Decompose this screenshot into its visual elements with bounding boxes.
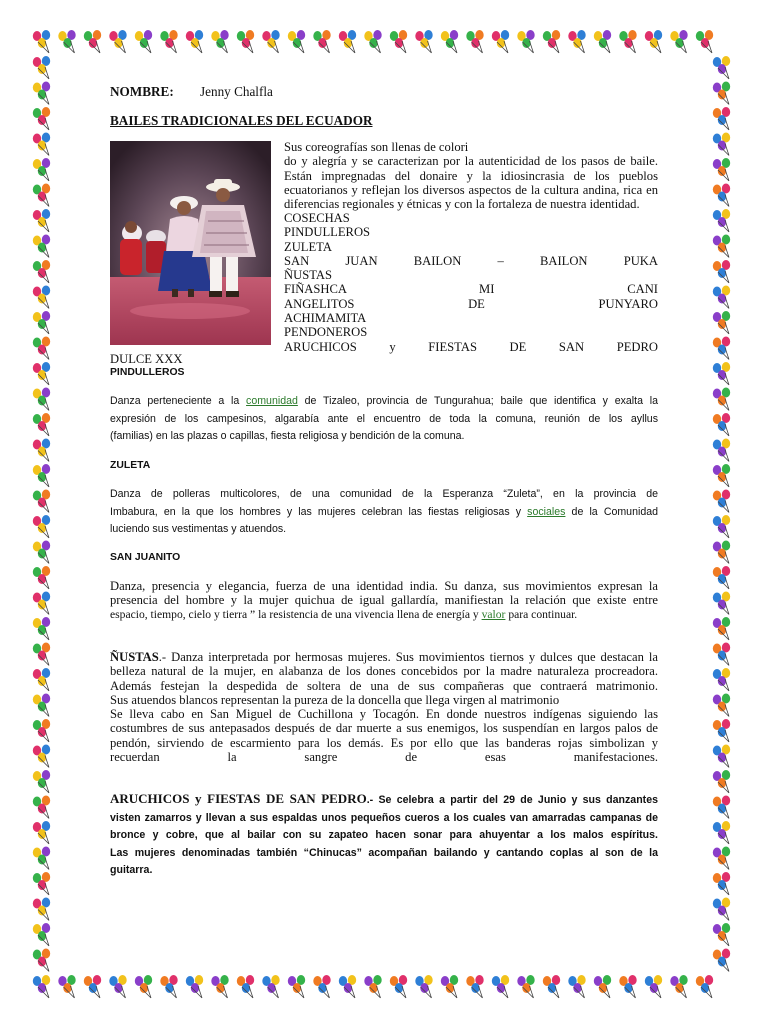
balloon-cluster-icon	[713, 490, 730, 513]
balloon-cluster-icon	[33, 235, 50, 258]
balloon-cluster-icon	[713, 949, 730, 972]
balloon-cluster-icon	[33, 515, 50, 538]
paragraph-line: espacio, tiempo, cielo y tierra ” la resistencia de una vivencia llena de energía y valor para continuar.	[110, 607, 578, 621]
balloon-cluster-icon	[364, 975, 381, 998]
balloon-cluster-icon	[492, 975, 509, 998]
balloon-cluster-icon	[33, 107, 50, 130]
paragraph-line: Danza, presencia y elegancia, fuerza de una identidad india. Su danza, sus movimientos expresan la	[110, 579, 658, 593]
balloon-cluster-icon	[543, 975, 560, 998]
paragraph-line: luciendo sus vestimentas y atuendos.	[110, 523, 287, 536]
dance-list-item: ACHIMAMITA	[284, 311, 367, 326]
section-heading-aruchicos: ARUCHICOS y FIESTAS DE SAN PEDRO	[110, 791, 367, 806]
balloon-cluster-icon	[33, 388, 50, 411]
aruchicos-paragraph	[110, 790, 658, 880]
balloon-cluster-icon	[33, 286, 50, 309]
balloon-cluster-icon	[58, 975, 75, 998]
balloon-cluster-icon	[713, 286, 730, 309]
section-heading-zuleta: ZULETA	[110, 460, 151, 471]
paragraph-line: bronce y cobre, que al bailar con su zapateo hacen sonar para ahuyentar a los malos espíritus.	[110, 829, 658, 842]
balloon-cluster-icon	[713, 643, 730, 666]
balloon-cluster-icon	[33, 184, 50, 207]
balloon-cluster-icon	[33, 30, 50, 53]
balloon-cluster-icon	[645, 975, 662, 998]
balloon-cluster-icon	[33, 821, 50, 844]
balloon-cluster-icon	[58, 30, 75, 53]
balloon-cluster-icon	[33, 668, 50, 691]
paragraph-line: Danza perteneciente a la comunidad de Tizaleo, provincia de Tungurahua; baile que identifica y exalta la	[110, 395, 658, 407]
document-title: BAILES TRADICIONALES DEL ECUADOR	[110, 113, 373, 128]
paragraph-line: guitarra.	[110, 864, 153, 877]
paragraph-line: pendón, sirviendo de escarmiento para los demás. Es por ello que las banderas rojas simbolizan y	[110, 735, 658, 750]
balloon-cluster-icon	[441, 30, 458, 53]
balloon-cluster-icon	[713, 260, 730, 283]
balloon-cluster-icon	[619, 975, 636, 998]
balloon-cluster-icon	[568, 975, 585, 998]
balloon-cluster-icon	[186, 30, 203, 53]
balloon-cluster-icon	[33, 464, 50, 487]
nustas-paragraph	[110, 650, 658, 764]
paragraph-line: Danza de polleras multicolores, de una comunidad de la Esperanza “Zuleta”, en la provincia de	[110, 488, 658, 500]
balloon-cluster-icon	[33, 745, 50, 768]
balloon-cluster-icon	[135, 975, 152, 998]
name-label: NOMBRE:	[110, 84, 174, 99]
balloon-cluster-icon	[339, 975, 356, 998]
balloon-cluster-icon	[313, 30, 330, 53]
balloon-cluster-icon	[313, 975, 330, 998]
balloon-cluster-icon	[33, 311, 50, 334]
balloon-cluster-icon	[33, 770, 50, 793]
section-heading-pindulleros: PINDULLEROS	[110, 367, 185, 378]
dance-list-item: ÑUSTAS	[284, 268, 332, 283]
dancers-photo	[110, 141, 271, 345]
balloon-cluster-icon	[211, 975, 228, 998]
balloon-cluster-icon	[594, 30, 611, 53]
balloon-cluster-icon	[713, 566, 730, 589]
balloon-cluster-icon	[517, 30, 534, 53]
balloon-cluster-icon	[713, 592, 730, 615]
dance-list-item: ANGELITOS DE PUNYARO	[284, 296, 658, 311]
zuleta-paragraph	[110, 486, 658, 539]
balloon-cluster-icon	[33, 592, 50, 615]
intro-line: diferencias regionales y étnicas y con la fortaleza de nuestra identidad.	[284, 197, 640, 212]
balloon-cluster-icon	[109, 30, 126, 53]
dance-list-item: ARUCHICOS y FIESTAS DE SAN PEDRO	[284, 339, 658, 354]
balloon-cluster-icon	[713, 107, 730, 130]
balloon-cluster-icon	[33, 413, 50, 436]
balloon-cluster-icon	[713, 388, 730, 411]
balloon-cluster-icon	[713, 362, 730, 385]
balloon-cluster-icon	[619, 30, 636, 53]
balloon-cluster-icon	[713, 158, 730, 181]
section-heading-nustas: ÑUSTAS	[110, 650, 159, 664]
balloon-cluster-icon	[713, 821, 730, 844]
balloon-cluster-icon	[713, 796, 730, 819]
balloon-cluster-icon	[33, 439, 50, 462]
balloon-cluster-icon	[33, 260, 50, 283]
balloon-cluster-icon	[466, 30, 483, 53]
balloon-cluster-icon	[713, 337, 730, 360]
balloon-cluster-icon	[288, 975, 305, 998]
balloon-cluster-icon	[543, 30, 560, 53]
balloon-cluster-icon	[594, 975, 611, 998]
balloon-cluster-icon	[517, 975, 534, 998]
paragraph-line: (familias) en las plazas o capillas, fiesta religiosa y bendición de la comuna.	[110, 430, 465, 443]
balloon-cluster-icon	[33, 694, 50, 717]
balloon-cluster-icon	[33, 158, 50, 181]
dance-list-item: PINDULLEROS	[284, 225, 371, 240]
dance-list-item: ZULETA	[284, 239, 332, 254]
balloon-cluster-icon	[33, 923, 50, 946]
balloon-cluster-icon	[568, 30, 585, 53]
balloon-cluster-icon	[33, 796, 50, 819]
paragraph-line: ARUCHICOS y FIESTAS DE SAN PEDRO.- Se celebra a partir del 29 de Junio y sus danzantes	[110, 791, 658, 806]
paragraph-line: Sus atuendos blancos representan la pureza de la doncella que llega virgen al matrimonio	[110, 692, 560, 707]
paragraph-line: belleza natural de la mujer, en alabanza de los dones concebidos por la madre naturaleza procreadora.	[110, 664, 658, 679]
balloon-cluster-icon	[670, 975, 687, 998]
dance-list	[284, 211, 658, 354]
intro-line: ecuatorianos y reflejan los diversos aspectos de la cultura andina, rica en	[284, 182, 658, 197]
balloon-cluster-icon	[33, 490, 50, 513]
balloon-cluster-icon	[713, 617, 730, 640]
pindulleros-paragraph	[110, 393, 658, 446]
valor-link[interactable]: valor	[481, 607, 506, 621]
balloon-cluster-icon	[713, 515, 730, 538]
dance-list-item: PENDONEROS	[284, 325, 368, 340]
dance-list-item: COSECHAS	[284, 211, 350, 225]
paragraph-line: Imbabura, en la que los hombres y las mujeres celebran las fiestas religiosas y sociales de la Comunidad	[110, 505, 658, 518]
balloon-cluster-icon	[713, 133, 730, 156]
dance-list-item: SAN JUAN BAILON – BAILON PUKA	[284, 253, 658, 268]
balloon-cluster-icon	[237, 975, 254, 998]
balloon-cluster-icon	[713, 235, 730, 258]
paragraph-line: visten zamarros y llevan a sus espaldas unos pequeños cueros a los cuales van amarradas campanas de	[110, 811, 658, 824]
balloon-cluster-icon	[33, 617, 50, 640]
balloon-cluster-icon	[33, 56, 50, 79]
balloon-cluster-icon	[492, 30, 509, 53]
paragraph-line: ÑUSTAS.- Danza interpretada por hermosas mujeres. Sus movimientos tiernos y dulces que destacan la	[110, 650, 658, 664]
balloon-cluster-icon	[186, 975, 203, 998]
balloon-cluster-icon	[33, 975, 50, 998]
balloon-cluster-icon	[33, 209, 50, 232]
balloon-cluster-icon	[84, 975, 101, 998]
balloon-cluster-icon	[135, 30, 152, 53]
name-value: Jenny Chalfla	[200, 84, 273, 99]
balloon-cluster-icon	[415, 975, 432, 998]
intro-line: do y alegría y se caracterizan por la autenticidad de los pasos de baile.	[284, 154, 658, 169]
balloon-cluster-icon	[237, 30, 254, 53]
paragraph-line: Se lleva cabo en San Miguel de Cuchillona y Tocagón. En donde nuestros indígenas siguiendo las	[110, 707, 658, 722]
balloon-cluster-icon	[33, 719, 50, 742]
balloon-cluster-icon	[713, 898, 730, 921]
intro-line: Sus coreografías son llenas de colori	[284, 140, 469, 154]
balloon-cluster-icon	[696, 975, 713, 998]
paragraph-line: expresión de los campesinos, algarabía ante el encuentro de toda la comuna, reunión de los ayllus	[110, 412, 658, 425]
balloon-cluster-icon	[33, 133, 50, 156]
balloon-cluster-icon	[713, 82, 730, 105]
balloon-cluster-icon	[33, 82, 50, 105]
balloon-cluster-icon	[262, 30, 279, 53]
balloon-cluster-icon	[713, 541, 730, 564]
balloon-cluster-icon	[364, 30, 381, 53]
balloon-cluster-icon	[713, 439, 730, 462]
balloon-cluster-icon	[339, 30, 356, 53]
balloon-cluster-icon	[713, 668, 730, 691]
balloon-cluster-icon	[441, 975, 458, 998]
balloon-cluster-icon	[33, 847, 50, 870]
balloon-cluster-icon	[288, 30, 305, 53]
paragraph-line: presencia del hombre y la mujer quichua de igual gallardía, manifiestan la relación que existe entre	[110, 593, 658, 608]
balloon-cluster-icon	[262, 975, 279, 998]
balloon-cluster-icon	[390, 30, 407, 53]
paragraph-line: costumbres de sus antepasados después de dar muerte a sus enemigos, los suspendían en largos palos de	[110, 721, 658, 736]
section-heading-san-juanito: SAN JUANITO	[110, 552, 181, 563]
balloon-cluster-icon	[33, 898, 50, 921]
balloon-cluster-icon	[713, 184, 730, 207]
balloon-cluster-icon	[713, 311, 730, 334]
balloon-cluster-icon	[645, 30, 662, 53]
dance-list-item: DULCE XXX	[110, 352, 183, 366]
intro-line: Están impregnadas del donaire y la idiosincrasia de los pueblos	[284, 168, 658, 183]
balloon-cluster-icon	[713, 745, 730, 768]
balloon-cluster-icon	[109, 975, 126, 998]
balloon-cluster-icon	[33, 541, 50, 564]
comunidad-link[interactable]: comunidad	[246, 395, 298, 407]
balloon-cluster-icon	[696, 30, 713, 53]
dancers-illustration	[110, 141, 271, 345]
balloon-cluster-icon	[670, 30, 687, 53]
balloon-cluster-icon	[713, 209, 730, 232]
paragraph-line: Las mujeres denominadas también “Chinucas” acompañan bailando y cantando coplas al son de la	[110, 846, 658, 859]
balloon-cluster-icon	[160, 975, 177, 998]
paragraph-line: Además festejan la despedida de soltera de una de sus compañeras que contraerá matrimonio.	[110, 678, 658, 693]
dance-list-item: FIÑASHCA MI CANI	[284, 282, 658, 297]
paragraph-line: recuerdan la sangre de esas manifestaciones.	[110, 750, 658, 765]
balloon-cluster-icon	[713, 413, 730, 436]
balloon-cluster-icon	[33, 337, 50, 360]
balloon-cluster-icon	[713, 719, 730, 742]
balloon-cluster-icon	[713, 872, 730, 895]
balloon-cluster-icon	[713, 694, 730, 717]
balloon-cluster-icon	[33, 643, 50, 666]
intro-paragraph	[284, 140, 658, 211]
balloon-cluster-icon	[713, 464, 730, 487]
balloon-cluster-icon	[33, 949, 50, 972]
sociales-link[interactable]: sociales	[527, 505, 566, 518]
balloon-cluster-icon	[33, 566, 50, 589]
balloon-cluster-icon	[390, 975, 407, 998]
balloon-cluster-icon	[713, 770, 730, 793]
balloon-cluster-icon	[466, 975, 483, 998]
balloon-cluster-icon	[713, 923, 730, 946]
balloon-cluster-icon	[415, 30, 432, 53]
san-juanito-paragraph	[110, 579, 658, 622]
balloon-cluster-icon	[211, 30, 228, 53]
balloon-cluster-icon	[33, 362, 50, 385]
balloon-cluster-icon	[713, 847, 730, 870]
balloon-cluster-icon	[713, 56, 730, 79]
balloon-cluster-icon	[33, 872, 50, 895]
balloon-cluster-icon	[84, 30, 101, 53]
balloon-cluster-icon	[160, 30, 177, 53]
